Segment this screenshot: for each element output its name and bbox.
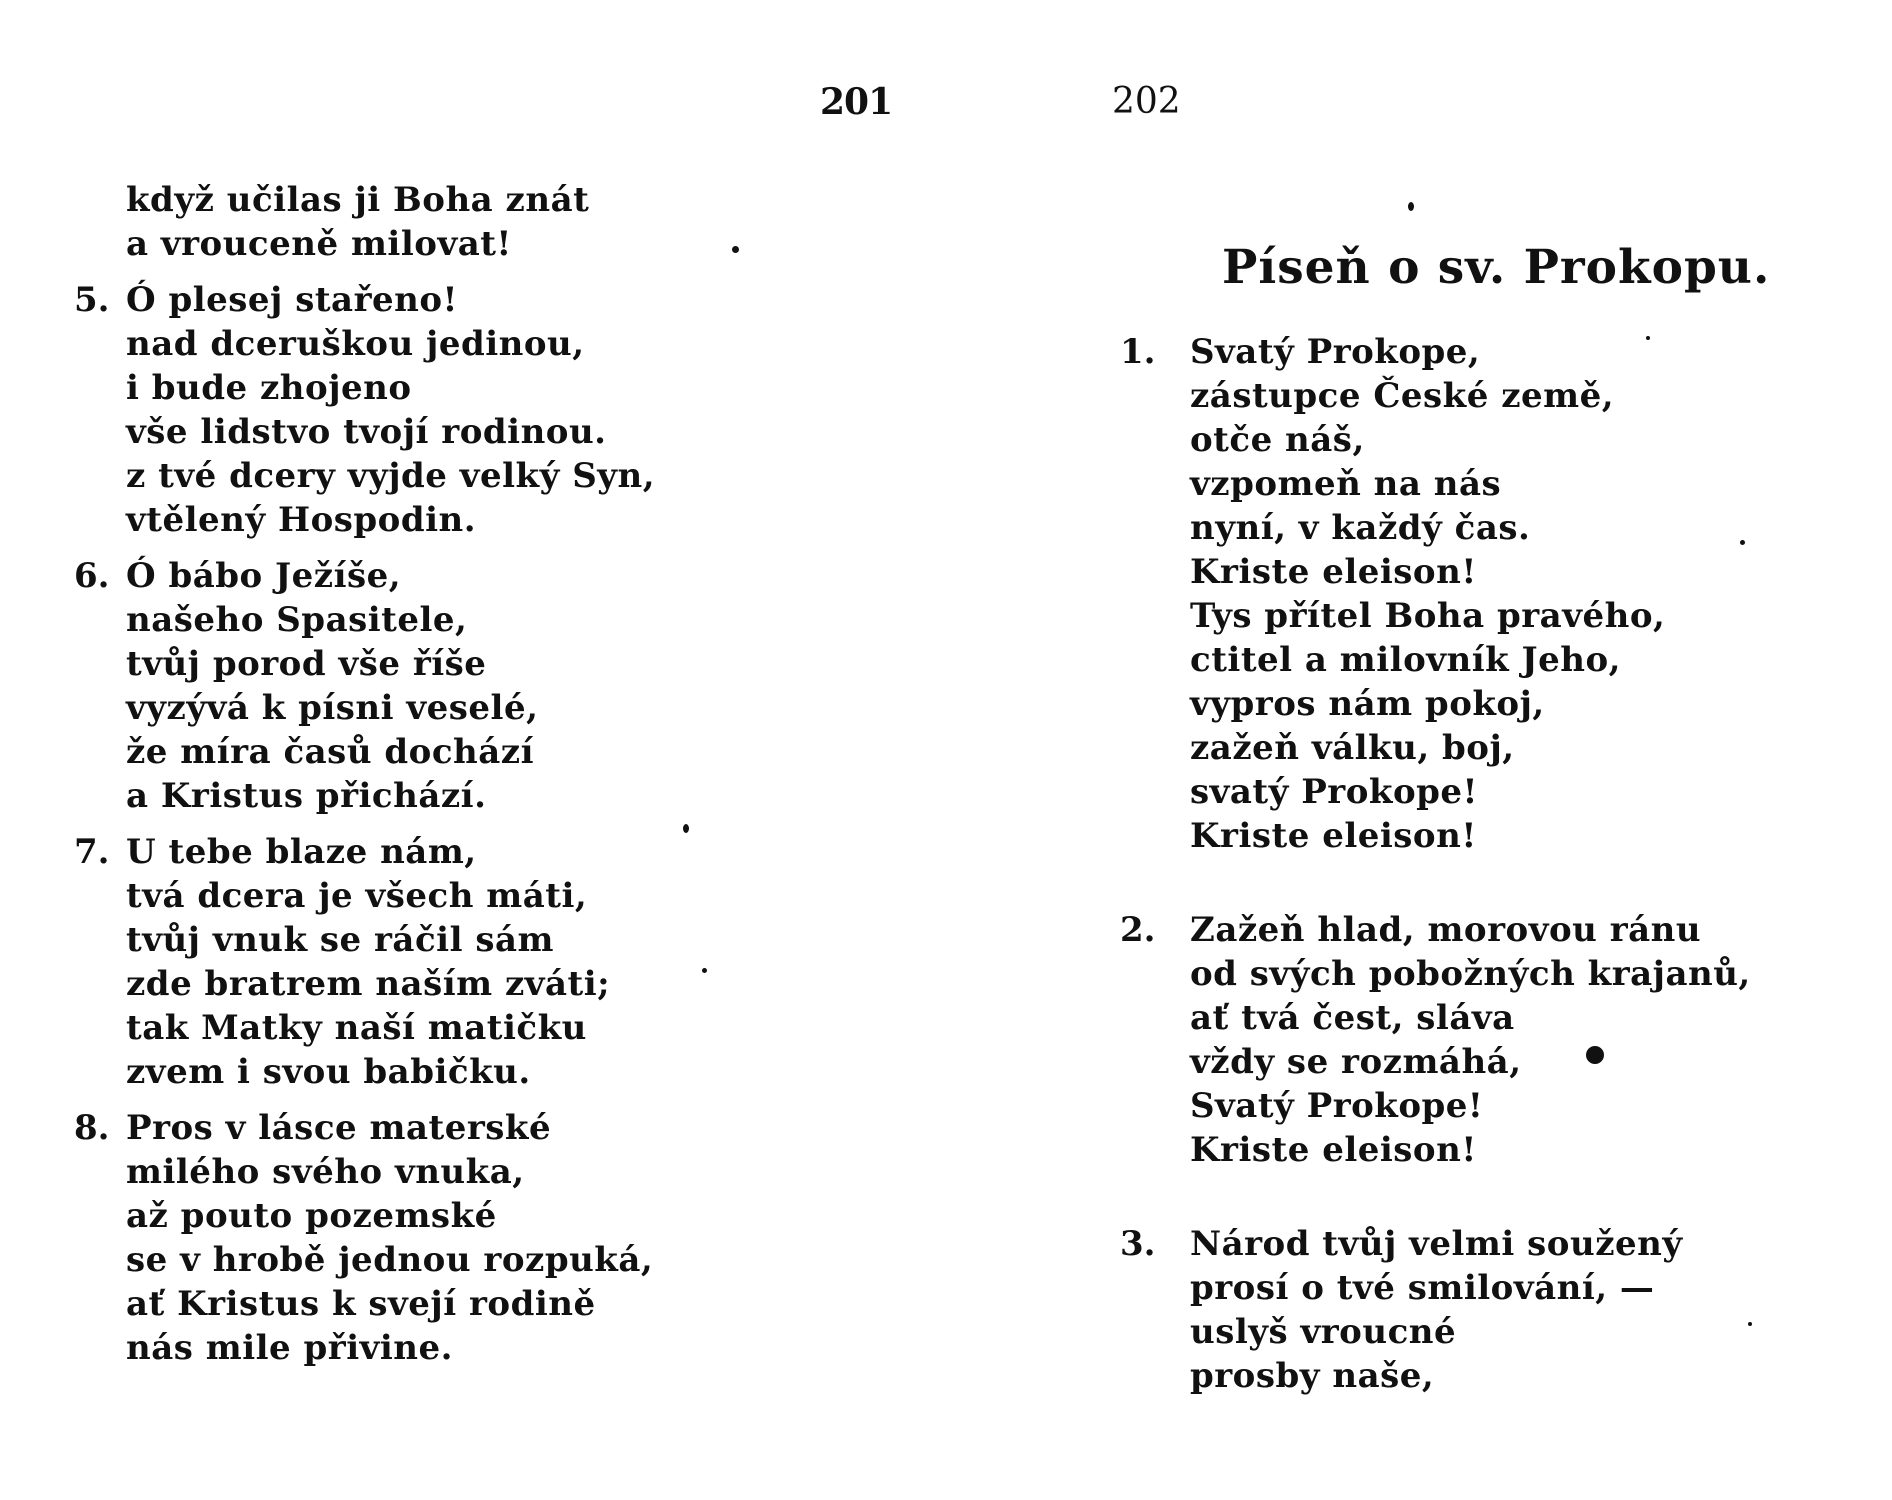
scan-speck — [732, 246, 739, 253]
stanza-number: 8. — [74, 1108, 110, 1148]
verse-line: se v hrobě jednou rozpuká, — [126, 1240, 654, 1280]
verse-line: nyní, v každý čas. — [1190, 508, 1531, 548]
verse-line: tvá dcera je všech máti, — [126, 876, 588, 916]
scan-speck — [1408, 202, 1414, 211]
stanza-number: 5. — [74, 280, 110, 320]
stanza-3 — [1120, 1222, 1820, 1398]
scan-speck — [1748, 1322, 1752, 1326]
verse-line: nás mile přivine. — [126, 1328, 453, 1368]
stanza-number: 3. — [1120, 1224, 1156, 1264]
verse-line: otče náš, — [1190, 420, 1365, 460]
verse-line: zvem i svou babičku. — [126, 1052, 531, 1092]
verse-line: Ó plesej stařeno! — [126, 280, 458, 320]
stanza-8 — [74, 1106, 734, 1370]
scan-speck — [1586, 1046, 1604, 1064]
verse-line: z tvé dcery vyjde velký Syn, — [126, 456, 656, 496]
verse-line: zástupce České země, — [1190, 376, 1615, 416]
scan-speck — [1646, 336, 1650, 340]
verse-line: našeho Spasitele, — [126, 600, 468, 640]
verse-line: i bude zhojeno — [126, 368, 412, 408]
verse-line: prosí o tvé smilování, — — [1190, 1268, 1655, 1308]
right-page-text — [1120, 330, 1820, 1398]
verse-line: a Kristus přichází. — [126, 776, 487, 816]
scan-speck — [702, 968, 707, 973]
verse-line: vtělený Hospodin. — [126, 500, 477, 540]
verse-line: Kriste eleison! — [1190, 1130, 1477, 1170]
verse-line: vypros nám pokoj, — [1190, 684, 1545, 724]
stanza-7 — [74, 830, 734, 1094]
stanza-5 — [74, 278, 734, 542]
verse-line: milého svého vnuka, — [126, 1152, 525, 1192]
left-page-number: 201 — [820, 81, 893, 123]
verse-line: tvůj vnuk se ráčil sám — [126, 920, 554, 960]
verse-line: uslyš vroucné — [1190, 1312, 1457, 1352]
verse-line: Kriste eleison! — [1190, 816, 1477, 856]
scan-speck — [683, 824, 689, 833]
verse-line: že míra časů dochází — [126, 732, 535, 772]
stanza-6 — [74, 554, 734, 818]
verse-line: ať Kristus k svejí rodině — [126, 1284, 596, 1324]
right-page-number: 202 — [1112, 81, 1181, 122]
stanza-number: 7. — [74, 832, 110, 872]
stanza-1 — [1120, 330, 1820, 858]
verse-line: Pros v lásce materské — [126, 1108, 552, 1148]
verse-line: Svatý Prokope! — [1190, 1086, 1484, 1126]
verse-line: vyzývá k písni veselé, — [126, 688, 539, 728]
left-page-text — [74, 178, 734, 1370]
stanza-number: 1. — [1120, 332, 1156, 372]
song-title: Píseň o sv. Prokopu. — [1222, 240, 1771, 295]
verse-line: ctitel a milovník Jeho, — [1190, 640, 1622, 680]
verse-line: prosby naše, — [1190, 1356, 1435, 1396]
verse-line: Zažeň hlad, morovou ránu — [1190, 910, 1702, 950]
verse-line: zde bratrem naším zváti; — [126, 964, 611, 1004]
verse-line: vždy se rozmáhá, — [1190, 1042, 1522, 1082]
verse-line: vzpomeň na nás — [1190, 464, 1502, 504]
verse-line: od svých pobožných krajanů, — [1190, 954, 1751, 994]
verse-line: a vrouceně milovat! — [126, 224, 512, 264]
verse-line: zažeň válku, boj, — [1190, 728, 1515, 768]
verse-line: Tys přítel Boha pravého, — [1190, 596, 1666, 636]
verse-line: U tebe blaze nám, — [126, 832, 477, 872]
verse-line: svatý Prokope! — [1190, 772, 1478, 812]
verse-line: když učilas ji Boha znát — [126, 180, 590, 220]
verse-line: nad dceruškou jedinou, — [126, 324, 585, 364]
verse-line: až pouto pozemské — [126, 1196, 497, 1236]
verse-line: Národ tvůj velmi soužený — [1190, 1224, 1683, 1264]
verse-line: Ó bábo Ježíše, — [126, 556, 402, 596]
stanza-number: 6. — [74, 556, 110, 596]
verse-line: tvůj porod vše říše — [126, 644, 487, 684]
verse-line: vše lidstvo tvojí rodinou. — [126, 412, 607, 452]
scan-speck — [1740, 540, 1745, 545]
verse-line: Kriste eleison! — [1190, 552, 1477, 592]
stanza-2 — [1120, 908, 1820, 1172]
verse-line: ať tvá čest, sláva — [1190, 998, 1515, 1038]
verse-line: Svatý Prokope, — [1190, 332, 1481, 372]
stanza-number: 2. — [1120, 910, 1156, 950]
opening-lines — [74, 178, 734, 266]
verse-line: tak Matky naší matičku — [126, 1008, 587, 1048]
